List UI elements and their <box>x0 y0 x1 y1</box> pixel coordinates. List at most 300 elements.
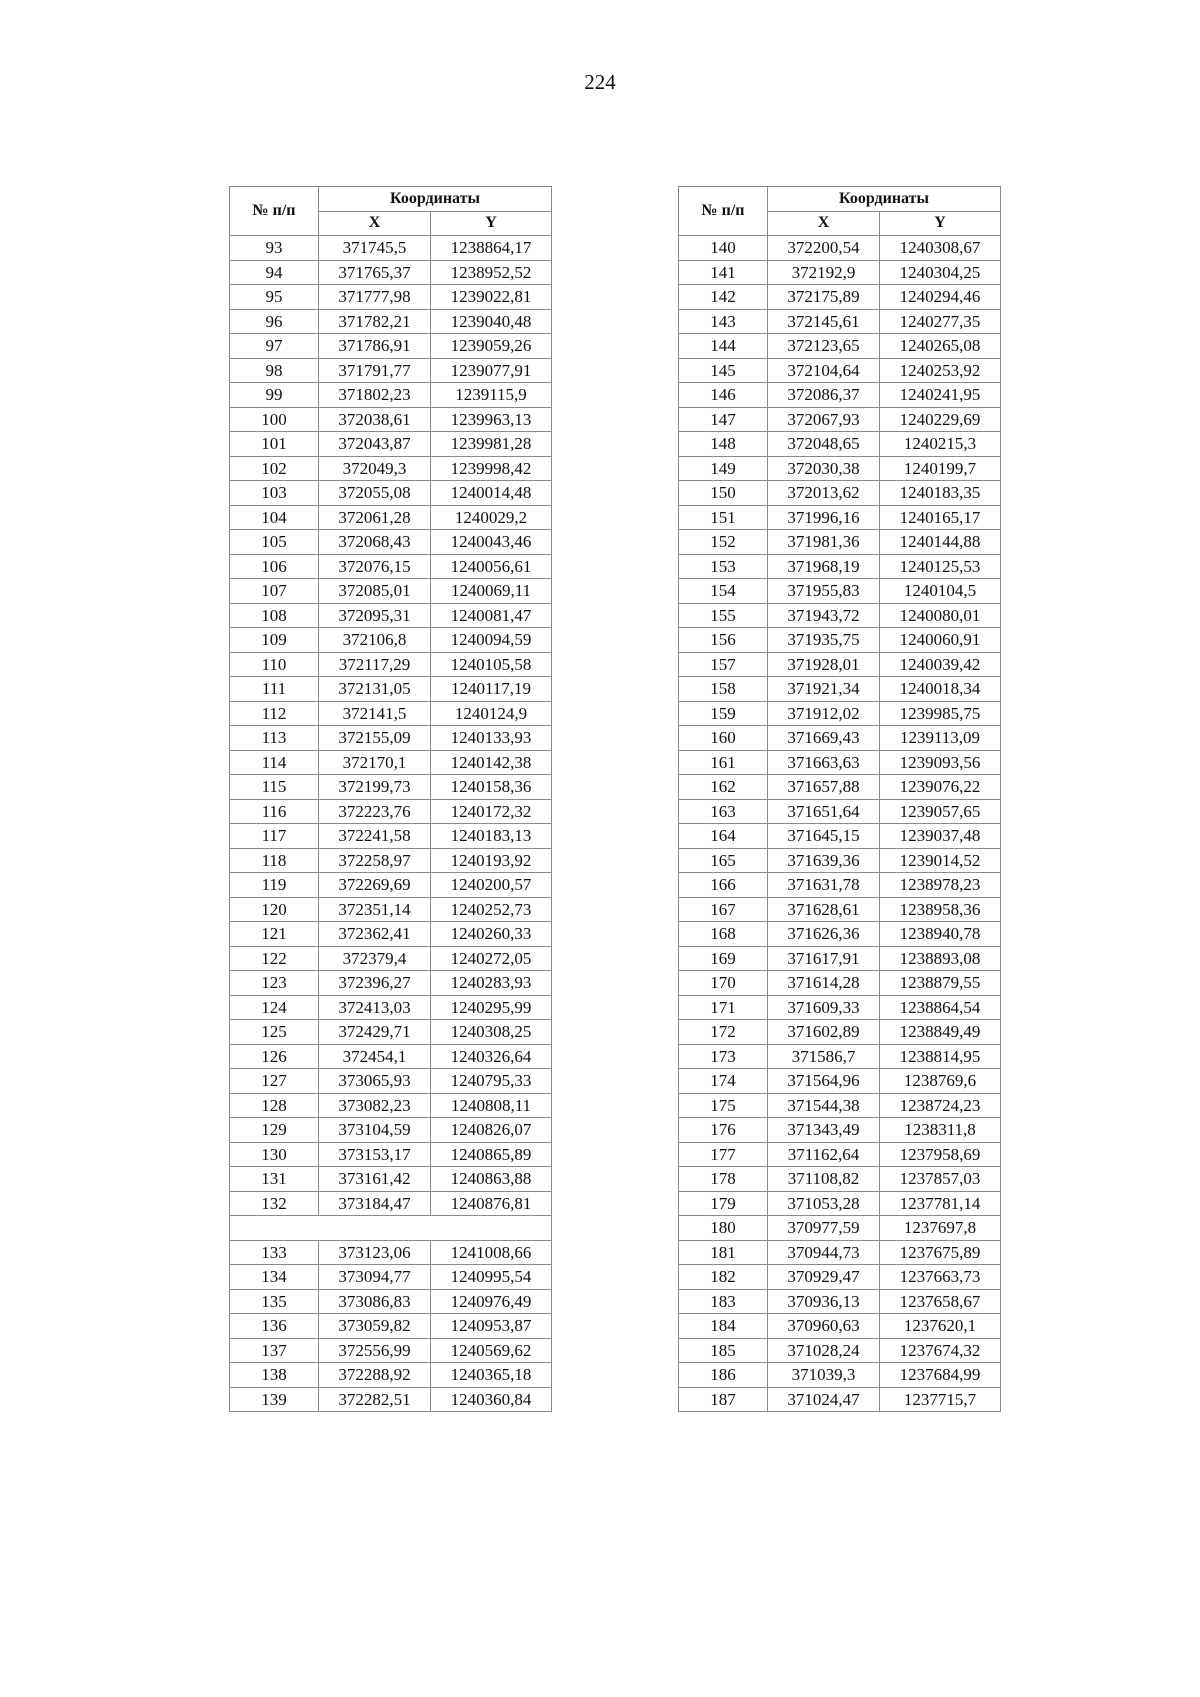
x-coordinate-cell: 371626,36 <box>768 922 880 947</box>
point-number-cell: 99 <box>230 383 319 408</box>
y-coordinate-cell: 1239077,91 <box>431 358 552 383</box>
table-row <box>230 897 552 922</box>
y-coordinate-cell: 1240295,99 <box>431 995 552 1020</box>
x-coordinate-cell: 371928,01 <box>768 652 880 677</box>
x-coordinate-cell: 371935,75 <box>768 628 880 653</box>
point-number-cell: 173 <box>679 1044 768 1069</box>
table-row <box>679 505 1001 530</box>
point-number-cell: 154 <box>679 579 768 604</box>
point-number-cell: 129 <box>230 1118 319 1143</box>
point-number-cell: 101 <box>230 432 319 457</box>
y-coordinate-cell: 1240272,05 <box>431 946 552 971</box>
table-row <box>230 554 552 579</box>
table-gap-row <box>230 1216 552 1241</box>
table-row <box>679 456 1001 481</box>
x-coordinate-cell: 371996,16 <box>768 505 880 530</box>
table-row <box>679 1265 1001 1290</box>
point-number-cell: 170 <box>679 971 768 996</box>
x-coordinate-cell: 370960,63 <box>768 1314 880 1339</box>
x-coordinate-cell: 372223,76 <box>319 799 431 824</box>
y-coordinate-cell: 1239985,75 <box>880 701 1001 726</box>
y-header: Y <box>880 211 1001 236</box>
empty-cell <box>230 1216 552 1241</box>
point-number-cell: 177 <box>679 1142 768 1167</box>
x-coordinate-cell: 371609,33 <box>768 995 880 1020</box>
y-coordinate-cell: 1240014,48 <box>431 481 552 506</box>
x-coordinate-cell: 372258,97 <box>319 848 431 873</box>
y-coordinate-cell: 1240183,13 <box>431 824 552 849</box>
point-number-cell: 118 <box>230 848 319 873</box>
y-coordinate-cell: 1240808,11 <box>431 1093 552 1118</box>
x-coordinate-cell: 371053,28 <box>768 1191 880 1216</box>
point-number-cell: 93 <box>230 236 319 261</box>
point-number-cell: 98 <box>230 358 319 383</box>
x-coordinate-cell: 371628,61 <box>768 897 880 922</box>
y-coordinate-cell: 1237663,73 <box>880 1265 1001 1290</box>
x-coordinate-cell: 371024,47 <box>768 1387 880 1412</box>
table-row <box>679 1093 1001 1118</box>
y-coordinate-cell: 1238940,78 <box>880 922 1001 947</box>
point-number-cell: 117 <box>230 824 319 849</box>
point-number-cell: 112 <box>230 701 319 726</box>
table-row <box>230 946 552 971</box>
y-coordinate-cell: 1240105,58 <box>431 652 552 677</box>
x-coordinate-cell: 371614,28 <box>768 971 880 996</box>
point-number-cell: 121 <box>230 922 319 947</box>
x-coordinate-cell: 371162,64 <box>768 1142 880 1167</box>
y-coordinate-cell: 1240294,46 <box>880 285 1001 310</box>
y-coordinate-cell: 1238893,08 <box>880 946 1001 971</box>
y-coordinate-cell: 1240241,95 <box>880 383 1001 408</box>
x-coordinate-cell: 372145,61 <box>768 309 880 334</box>
point-number-cell: 140 <box>679 236 768 261</box>
table-row <box>230 1289 552 1314</box>
point-number-cell: 143 <box>679 309 768 334</box>
table-row <box>230 383 552 408</box>
table-row <box>679 1216 1001 1241</box>
point-number-cell: 162 <box>679 775 768 800</box>
table-row <box>230 799 552 824</box>
x-coordinate-cell: 372413,03 <box>319 995 431 1020</box>
y-coordinate-cell: 1238814,95 <box>880 1044 1001 1069</box>
table-row <box>230 1338 552 1363</box>
point-number-cell: 149 <box>679 456 768 481</box>
x-coordinate-cell: 372085,01 <box>319 579 431 604</box>
table-row <box>679 1142 1001 1167</box>
table-row <box>230 995 552 1020</box>
point-number-cell: 153 <box>679 554 768 579</box>
y-coordinate-cell: 1240283,93 <box>431 971 552 996</box>
table-row <box>230 628 552 653</box>
table-row <box>230 579 552 604</box>
point-number-cell: 145 <box>679 358 768 383</box>
point-number-cell: 125 <box>230 1020 319 1045</box>
table-row <box>230 824 552 849</box>
x-coordinate-cell: 372131,05 <box>319 677 431 702</box>
x-coordinate-cell: 373161,42 <box>319 1167 431 1192</box>
point-number-cell: 148 <box>679 432 768 457</box>
x-coordinate-cell: 371617,91 <box>768 946 880 971</box>
y-coordinate-cell: 1240569,62 <box>431 1338 552 1363</box>
y-coordinate-cell: 1240795,33 <box>431 1069 552 1094</box>
y-coordinate-cell: 1239014,52 <box>880 848 1001 873</box>
y-coordinate-cell: 1237958,69 <box>880 1142 1001 1167</box>
x-coordinate-cell: 372351,14 <box>319 897 431 922</box>
y-coordinate-cell: 1240826,07 <box>431 1118 552 1143</box>
x-coordinate-cell: 370936,13 <box>768 1289 880 1314</box>
table-row <box>230 309 552 334</box>
point-number-cell: 104 <box>230 505 319 530</box>
y-coordinate-cell: 1240308,25 <box>431 1020 552 1045</box>
point-number-cell: 122 <box>230 946 319 971</box>
table-row <box>230 971 552 996</box>
point-number-cell: 171 <box>679 995 768 1020</box>
y-coordinate-cell: 1238864,54 <box>880 995 1001 1020</box>
x-coordinate-cell: 372049,3 <box>319 456 431 481</box>
y-coordinate-cell: 1238952,52 <box>431 260 552 285</box>
y-coordinate-cell: 1240360,84 <box>431 1387 552 1412</box>
y-coordinate-cell: 1237684,99 <box>880 1363 1001 1388</box>
table-row <box>230 775 552 800</box>
y-coordinate-cell: 1240124,9 <box>431 701 552 726</box>
x-coordinate-cell: 371669,43 <box>768 726 880 751</box>
point-number-cell: 109 <box>230 628 319 653</box>
y-coordinate-cell: 1240080,01 <box>880 603 1001 628</box>
y-coordinate-cell: 1240253,92 <box>880 358 1001 383</box>
y-coordinate-cell: 1240995,54 <box>431 1265 552 1290</box>
table-row <box>679 897 1001 922</box>
y-coordinate-cell: 1239076,22 <box>880 775 1001 800</box>
table-row <box>679 1118 1001 1143</box>
table-row <box>230 1118 552 1143</box>
table-row <box>679 750 1001 775</box>
table-row <box>230 456 552 481</box>
x-coordinate-cell: 372076,15 <box>319 554 431 579</box>
x-coordinate-cell: 373153,17 <box>319 1142 431 1167</box>
point-number-cell: 96 <box>230 309 319 334</box>
table-row <box>679 824 1001 849</box>
table-row <box>230 873 552 898</box>
table-row <box>230 677 552 702</box>
x-coordinate-cell: 372454,1 <box>319 1044 431 1069</box>
coords-header: Координаты <box>319 187 552 212</box>
point-number-cell: 119 <box>230 873 319 898</box>
x-coordinate-cell: 371657,88 <box>768 775 880 800</box>
y-coordinate-cell: 1237675,89 <box>880 1240 1001 1265</box>
x-coordinate-cell: 372192,9 <box>768 260 880 285</box>
point-number-cell: 187 <box>679 1387 768 1412</box>
x-coordinate-cell: 371564,96 <box>768 1069 880 1094</box>
x-coordinate-cell: 371921,34 <box>768 677 880 702</box>
point-number-cell: 132 <box>230 1191 319 1216</box>
x-coordinate-cell: 373065,93 <box>319 1069 431 1094</box>
table-row <box>679 1069 1001 1094</box>
table-row <box>679 1167 1001 1192</box>
table-row <box>230 701 552 726</box>
x-header: X <box>768 211 880 236</box>
x-coordinate-cell: 372170,1 <box>319 750 431 775</box>
point-number-cell: 142 <box>679 285 768 310</box>
y-coordinate-cell: 1239998,42 <box>431 456 552 481</box>
table-row <box>230 260 552 285</box>
x-coordinate-cell: 371782,21 <box>319 309 431 334</box>
x-header: X <box>319 211 431 236</box>
y-coordinate-cell: 1240060,91 <box>880 628 1001 653</box>
point-number-cell: 114 <box>230 750 319 775</box>
y-coordinate-cell: 1240260,33 <box>431 922 552 947</box>
x-coordinate-cell: 372013,62 <box>768 481 880 506</box>
x-coordinate-cell: 372429,71 <box>319 1020 431 1045</box>
point-number-cell: 178 <box>679 1167 768 1192</box>
y-coordinate-cell: 1240304,25 <box>880 260 1001 285</box>
x-coordinate-cell: 372269,69 <box>319 873 431 898</box>
point-number-cell: 167 <box>679 897 768 922</box>
table-row <box>230 1363 552 1388</box>
table-row <box>679 383 1001 408</box>
y-coordinate-cell: 1240104,5 <box>880 579 1001 604</box>
point-number-cell: 174 <box>679 1069 768 1094</box>
point-number-cell: 134 <box>230 1265 319 1290</box>
x-coordinate-cell: 373082,23 <box>319 1093 431 1118</box>
point-number-cell: 152 <box>679 530 768 555</box>
point-number-cell: 97 <box>230 334 319 359</box>
point-number-cell: 120 <box>230 897 319 922</box>
table-row <box>679 407 1001 432</box>
x-coordinate-cell: 373184,47 <box>319 1191 431 1216</box>
point-number-cell: 137 <box>230 1338 319 1363</box>
y-coordinate-cell: 1238879,55 <box>880 971 1001 996</box>
point-number-cell: 176 <box>679 1118 768 1143</box>
y-coordinate-cell: 1240018,34 <box>880 677 1001 702</box>
y-coordinate-cell: 1240953,87 <box>431 1314 552 1339</box>
x-coordinate-cell: 372123,65 <box>768 334 880 359</box>
table-row <box>230 1191 552 1216</box>
x-coordinate-cell: 372141,5 <box>319 701 431 726</box>
x-coordinate-cell: 372095,31 <box>319 603 431 628</box>
point-number-cell: 179 <box>679 1191 768 1216</box>
point-number-cell: 160 <box>679 726 768 751</box>
x-coordinate-cell: 372048,65 <box>768 432 880 457</box>
table-row <box>230 481 552 506</box>
y-coordinate-cell: 1239022,81 <box>431 285 552 310</box>
point-number-cell: 164 <box>679 824 768 849</box>
table-row <box>679 1387 1001 1412</box>
table-row <box>679 1044 1001 1069</box>
point-number-cell: 100 <box>230 407 319 432</box>
x-coordinate-cell: 372038,61 <box>319 407 431 432</box>
x-coordinate-cell: 372086,37 <box>768 383 880 408</box>
point-number-cell: 128 <box>230 1093 319 1118</box>
table-row <box>679 309 1001 334</box>
y-coordinate-cell: 1240193,92 <box>431 848 552 873</box>
y-coordinate-cell: 1240215,3 <box>880 432 1001 457</box>
point-number-cell: 180 <box>679 1216 768 1241</box>
point-number-cell: 156 <box>679 628 768 653</box>
y-coordinate-cell: 1240199,7 <box>880 456 1001 481</box>
y-coordinate-cell: 1239115,9 <box>431 383 552 408</box>
y-coordinate-cell: 1238864,17 <box>431 236 552 261</box>
point-number-cell: 106 <box>230 554 319 579</box>
x-coordinate-cell: 372067,93 <box>768 407 880 432</box>
point-number-cell: 127 <box>230 1069 319 1094</box>
x-coordinate-cell: 370977,59 <box>768 1216 880 1241</box>
y-coordinate-cell: 1239040,48 <box>431 309 552 334</box>
point-number-cell: 123 <box>230 971 319 996</box>
y-coordinate-cell: 1240043,46 <box>431 530 552 555</box>
point-number-cell: 130 <box>230 1142 319 1167</box>
point-number-cell: 103 <box>230 481 319 506</box>
point-number-cell: 95 <box>230 285 319 310</box>
table-row <box>230 334 552 359</box>
x-coordinate-cell: 371602,89 <box>768 1020 880 1045</box>
y-coordinate-cell: 1240117,19 <box>431 677 552 702</box>
point-number-cell: 102 <box>230 456 319 481</box>
x-coordinate-cell: 371791,77 <box>319 358 431 383</box>
point-number-cell: 124 <box>230 995 319 1020</box>
table-row <box>679 554 1001 579</box>
table-row <box>679 701 1001 726</box>
y-coordinate-cell: 1237674,32 <box>880 1338 1001 1363</box>
x-coordinate-cell: 371544,38 <box>768 1093 880 1118</box>
point-number-cell: 108 <box>230 603 319 628</box>
y-coordinate-cell: 1240158,36 <box>431 775 552 800</box>
x-coordinate-cell: 372396,27 <box>319 971 431 996</box>
x-coordinate-cell: 372362,41 <box>319 922 431 947</box>
y-coordinate-cell: 1238311,8 <box>880 1118 1001 1143</box>
table-row <box>230 432 552 457</box>
table-row <box>679 481 1001 506</box>
table-row <box>679 848 1001 873</box>
x-coordinate-cell: 372068,43 <box>319 530 431 555</box>
table-row <box>230 726 552 751</box>
point-number-cell: 139 <box>230 1387 319 1412</box>
y-coordinate-cell: 1240039,42 <box>880 652 1001 677</box>
x-coordinate-cell: 371943,72 <box>768 603 880 628</box>
x-coordinate-cell: 371663,63 <box>768 750 880 775</box>
table-row <box>230 1093 552 1118</box>
table-row <box>230 750 552 775</box>
point-number-cell: 186 <box>679 1363 768 1388</box>
y-coordinate-cell: 1237697,8 <box>880 1216 1001 1241</box>
point-number-cell: 169 <box>679 946 768 971</box>
table-row <box>230 603 552 628</box>
table-row <box>679 358 1001 383</box>
table-row <box>679 260 1001 285</box>
table-row <box>679 922 1001 947</box>
table-row <box>679 677 1001 702</box>
x-coordinate-cell: 372379,4 <box>319 946 431 971</box>
num-header: № п/п <box>230 187 319 236</box>
x-coordinate-cell: 371639,36 <box>768 848 880 873</box>
x-coordinate-cell: 372175,89 <box>768 285 880 310</box>
point-number-cell: 107 <box>230 579 319 604</box>
table-row <box>679 995 1001 1020</box>
table-row <box>230 1387 552 1412</box>
x-coordinate-cell: 372556,99 <box>319 1338 431 1363</box>
y-coordinate-cell: 1237620,1 <box>880 1314 1001 1339</box>
x-coordinate-cell: 371108,82 <box>768 1167 880 1192</box>
table-row <box>230 922 552 947</box>
x-coordinate-cell: 372241,58 <box>319 824 431 849</box>
x-coordinate-cell: 371039,3 <box>768 1363 880 1388</box>
table-row <box>230 1142 552 1167</box>
table-row <box>230 505 552 530</box>
y-coordinate-cell: 1240165,17 <box>880 505 1001 530</box>
y-coordinate-cell: 1240200,57 <box>431 873 552 898</box>
x-coordinate-cell: 373059,82 <box>319 1314 431 1339</box>
table-row <box>679 1289 1001 1314</box>
point-number-cell: 166 <box>679 873 768 898</box>
table-row <box>679 1191 1001 1216</box>
coords-header: Координаты <box>768 187 1001 212</box>
table-row <box>230 407 552 432</box>
y-coordinate-cell: 1241008,66 <box>431 1240 552 1265</box>
point-number-cell: 126 <box>230 1044 319 1069</box>
y-coordinate-cell: 1240125,53 <box>880 554 1001 579</box>
table-row <box>230 1167 552 1192</box>
table-row <box>679 1240 1001 1265</box>
y-coordinate-cell: 1240056,61 <box>431 554 552 579</box>
x-coordinate-cell: 372117,29 <box>319 652 431 677</box>
num-header: № п/п <box>679 187 768 236</box>
y-coordinate-cell: 1240029,2 <box>431 505 552 530</box>
point-number-cell: 151 <box>679 505 768 530</box>
y-coordinate-cell: 1240252,73 <box>431 897 552 922</box>
y-coordinate-cell: 1240265,08 <box>880 334 1001 359</box>
table-row <box>230 358 552 383</box>
x-coordinate-cell: 371745,5 <box>319 236 431 261</box>
table-row <box>679 628 1001 653</box>
point-number-cell: 181 <box>679 1240 768 1265</box>
point-number-cell: 94 <box>230 260 319 285</box>
table-row <box>230 1240 552 1265</box>
table-row <box>230 1265 552 1290</box>
y-coordinate-cell: 1240144,88 <box>880 530 1001 555</box>
y-coordinate-cell: 1240133,93 <box>431 726 552 751</box>
y-coordinate-cell: 1240365,18 <box>431 1363 552 1388</box>
x-coordinate-cell: 373094,77 <box>319 1265 431 1290</box>
table-row <box>230 1069 552 1094</box>
x-coordinate-cell: 371912,02 <box>768 701 880 726</box>
x-coordinate-cell: 371586,7 <box>768 1044 880 1069</box>
x-coordinate-cell: 372055,08 <box>319 481 431 506</box>
x-coordinate-cell: 371765,37 <box>319 260 431 285</box>
point-number-cell: 116 <box>230 799 319 824</box>
point-number-cell: 172 <box>679 1020 768 1045</box>
table-row <box>679 1314 1001 1339</box>
y-coordinate-cell: 1239057,65 <box>880 799 1001 824</box>
point-number-cell: 144 <box>679 334 768 359</box>
point-number-cell: 182 <box>679 1265 768 1290</box>
table-row <box>679 334 1001 359</box>
point-number-cell: 161 <box>679 750 768 775</box>
y-coordinate-cell: 1239037,48 <box>880 824 1001 849</box>
x-coordinate-cell: 371028,24 <box>768 1338 880 1363</box>
x-coordinate-cell: 371955,83 <box>768 579 880 604</box>
point-number-cell: 110 <box>230 652 319 677</box>
point-number-cell: 141 <box>679 260 768 285</box>
y-coordinate-cell: 1240865,89 <box>431 1142 552 1167</box>
x-coordinate-cell: 371802,23 <box>319 383 431 408</box>
x-coordinate-cell: 371651,64 <box>768 799 880 824</box>
point-number-cell: 131 <box>230 1167 319 1192</box>
table-row <box>679 1363 1001 1388</box>
y-coordinate-cell: 1240183,35 <box>880 481 1001 506</box>
x-coordinate-cell: 372200,54 <box>768 236 880 261</box>
y-coordinate-cell: 1237715,7 <box>880 1387 1001 1412</box>
y-coordinate-cell: 1237857,03 <box>880 1167 1001 1192</box>
table-row <box>230 848 552 873</box>
